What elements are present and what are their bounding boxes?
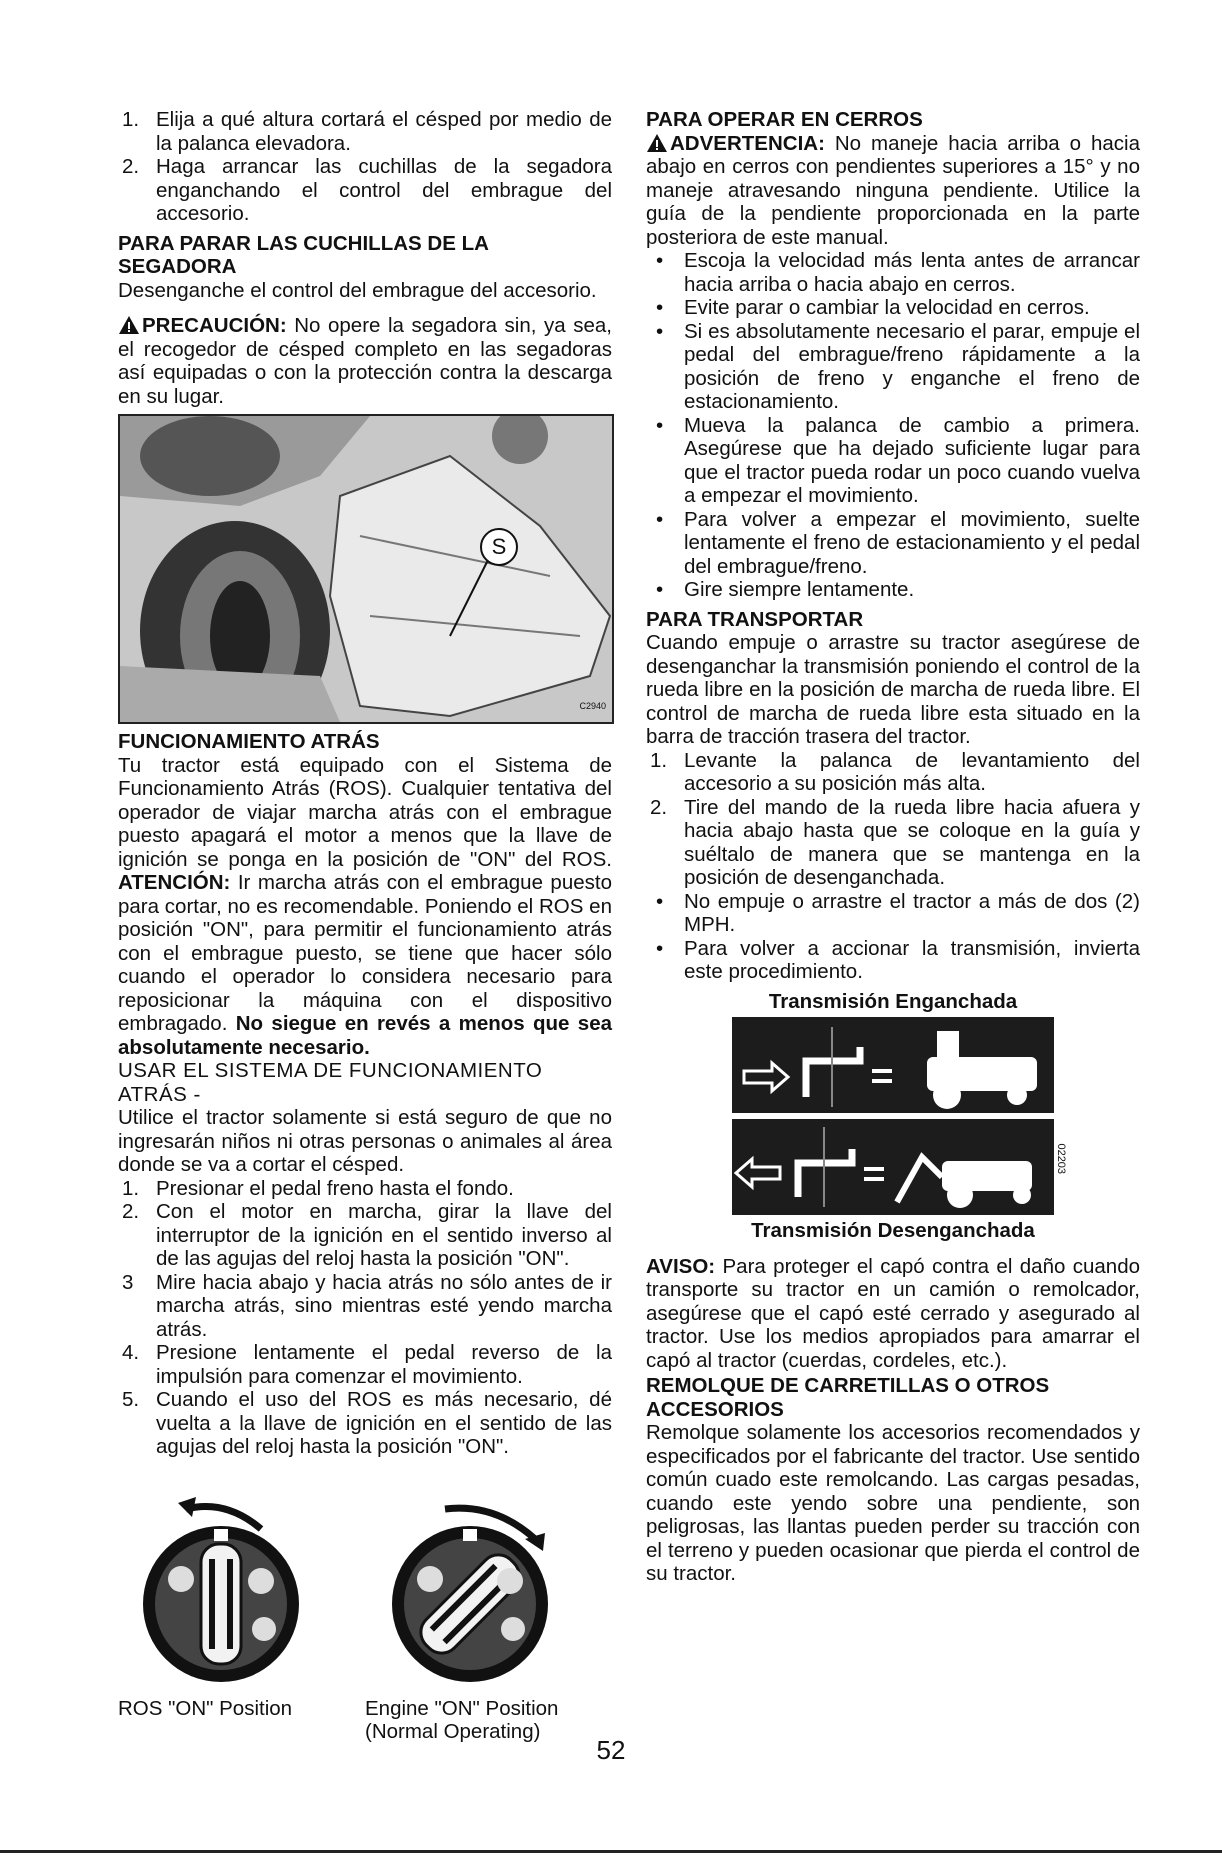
warning-triangle-icon bbox=[646, 133, 668, 153]
transmission-code: 02203 bbox=[1055, 1143, 1068, 1175]
transport-bullets bbox=[646, 890, 1140, 984]
right-column bbox=[646, 108, 1140, 1586]
ignition-figures bbox=[118, 1489, 612, 1744]
transmission-engaged-label: Transmisión Enganchada bbox=[768, 989, 1018, 1013]
transport-steps bbox=[646, 749, 1140, 890]
page-number: 52 bbox=[596, 1735, 626, 1765]
list-item: • Para volver a empezar el movimiento, suelte lentamente el freno de estacionamiento y el pedal del embrague/freno. bbox=[656, 507, 1140, 578]
caution-label: PRECAUCIÓN: bbox=[142, 314, 287, 337]
stop-blades-text: Desenganche el control del embrague del accesorio. bbox=[118, 278, 597, 302]
figure-code: C2940 bbox=[579, 700, 606, 711]
notice-label: AVISO: bbox=[646, 1254, 716, 1278]
list-item: 4. Presione lentamente el pedal reverso de la impulsión para comenzar el movimiento. bbox=[122, 1341, 612, 1388]
list-item: 3 Mire hacia abajo y hacia atrás no sólo antes de ir marcha atrás, sino mientras esté yendo marcha atrás. bbox=[122, 1270, 612, 1341]
list-item: • Para volver a accionar la transmisión, invierta este procedimiento. bbox=[656, 936, 1140, 983]
notice-paragraph: AVISO: Para proteger el capó contra el daño cuando transporte su tractor en un camión o remolcador, asegúrese que el capó esté cerrado y asegurado al tractor. Use los medios apropiados para amarrar el capó al tractor (cuerdas, cordeles, etc.). bbox=[646, 1254, 1140, 1372]
attention-bold: No siegue en revés a menos que sea absolutamente necesario. bbox=[118, 1012, 612, 1059]
ros-on-figure bbox=[118, 1489, 365, 1744]
tow-text: Remolque solamente los accesorios recomendados y especificados por el fabricante del tractor. Use sentido común cuado este remolcando. Las cargas pesadas, cuando este yendo sobre una pendiente, son peligrosas, las llantas pueden perder su tracción con el terreno y pueden ocasionar que pierda el control de su tractor. bbox=[646, 1421, 1140, 1585]
ignition-key-engine-icon bbox=[375, 1489, 585, 1689]
mower-discharge-figure bbox=[118, 414, 614, 724]
list-item: • Escoja la velocidad más lenta antes de arrancar hacia arriba o hacia abajo en cerros. bbox=[656, 249, 1140, 296]
transmission-disengaged-label: Transmisión Desenganchada bbox=[751, 1219, 1035, 1242]
transmission-figure bbox=[732, 1017, 1068, 1217]
engine-on-figure bbox=[365, 1489, 612, 1744]
use-ros-heading: USAR EL SISTEMA DE FUNCIONAMIENTO ATRÁS - bbox=[118, 1059, 543, 1106]
mower-discharge-illustration bbox=[120, 416, 612, 722]
warning-triangle-icon bbox=[118, 315, 140, 335]
engine-on-subcaption: (Normal Operating) bbox=[365, 1720, 541, 1743]
transport-text: Cuando empuje o arrastre su tractor asegúrese de desenganchar la transmisión poniendo el control de la rueda libre en la posición de marcha de rueda libre. El control de marcha de rueda libre esta situado en la barra de tracción trasera del tractor. bbox=[646, 631, 1140, 748]
reverse-text: Tu tractor está equipado con el Sistema de Funcionamiento Atrás (ROS). Cualquier tentativa del operador de viajar marcha atrás con el embrague puesto apagará el motor a menos que la llave de ignición se ponga en la posición de "ON" del ROS. ATENCIÓN: Ir marcha atrás con el embrague puesto para cortar, no es recomendable. Poniendo el ROS en posición "ON", para permitir el funcionamiento atrás con el embrague puesto, se tiene que hacer sólo cuando el operador lo considera necesario para reposicionar la máquina con el dispositivo embragado. No siegue en revés a menos que sea absolutamente necesario. bbox=[118, 753, 612, 1059]
list-item: 1. Elija a qué altura cortará el césped por medio de la palanca elevadora. bbox=[122, 108, 612, 155]
callout-s: S bbox=[480, 528, 518, 566]
caution-text: No opere la segadora sin, ya sea, el recogedor de césped completo en las segadoras así equipadas o con la protección contra la descarga en su lugar. bbox=[118, 314, 612, 408]
transport-heading: PARA TRANSPORTAR bbox=[646, 607, 864, 631]
list-item: • Evite parar o cambiar la velocidad en cerros. bbox=[656, 296, 1090, 319]
list-item: 2. Haga arrancar las cuchillas de la segadora enganchando el control del embrague del accesorio. bbox=[122, 155, 612, 225]
list-item: • Mueva la palanca de cambio a primera. Asegúrese que ha dejado suficiente lugar para que el tractor pueda rodar un poco cuando vuelva a empezar el movimiento. bbox=[656, 413, 1140, 507]
hills-bullets bbox=[646, 249, 1140, 602]
list-item: 1. Presionar el pedal freno hasta el fondo. bbox=[122, 1176, 514, 1200]
tow-heading: REMOLQUE DE CARRETILLAS O OTROS ACCESORIOS bbox=[646, 1374, 1050, 1421]
ignition-key-ros-icon bbox=[126, 1489, 336, 1689]
use-ros-text: Utilice el tractor solamente si está seguro de que no ingresarán niños ni otras personas o animales al área donde se va a cortar el césped. bbox=[118, 1106, 612, 1176]
caution-paragraph bbox=[118, 314, 612, 408]
stop-blades-heading: PARA PARAR LAS CUCHILLAS DE LA SEGADORA bbox=[118, 231, 489, 278]
warning-label: ADVERTENCIA: bbox=[670, 131, 825, 155]
transmission-diagram bbox=[732, 1017, 1054, 1217]
list-item: 2. Tire del mando de la rueda libre hacia afuera y hacia abajo hasta que se coloque en la guía y suéltalo de manera que se mantenga en la posición de desenganchada. bbox=[650, 795, 1140, 889]
left-column bbox=[118, 108, 612, 1744]
ros-on-caption: ROS "ON" Position bbox=[118, 1696, 293, 1720]
attention-label: ATENCIÓN: bbox=[118, 871, 231, 894]
list-item: • No empuje o arrastre el tractor a más de dos (2) MPH. bbox=[656, 889, 1140, 936]
hills-heading: PARA OPERAR EN CERROS bbox=[646, 108, 923, 131]
bottom-rule bbox=[0, 1850, 1222, 1853]
list-item: 5. Cuando el uso del ROS es más necesario, dé vuelta a la llave de ignición en el sentido de las agujas del reloj hasta la posición "ON". bbox=[122, 1388, 612, 1458]
hills-warning: ADVERTENCIA: No maneje hacia arriba o hacia abajo en cerros con pendientes superiores a 15° y no maneje atravesando ninguna pendiente. Utilice la guía de la pendiente proporcionada en la parte posteriora de este manual. bbox=[646, 131, 1140, 249]
ros-steps bbox=[118, 1177, 612, 1459]
list-item: 2. Con el motor en marcha, girar la llave del interruptor de la ignición en el sentido inverso al de las agujas del reloj hasta la posición "ON". bbox=[122, 1200, 612, 1270]
list-item: • Gire siempre lentamente. bbox=[656, 578, 915, 601]
list-item: 1. Levante la palanca de levantamiento del accesorio a su posición más alta. bbox=[650, 748, 1140, 795]
mowing-steps bbox=[118, 108, 612, 226]
engine-on-caption: Engine "ON" Position bbox=[365, 1696, 559, 1720]
reverse-heading: FUNCIONAMIENTO ATRÁS bbox=[118, 730, 380, 753]
list-item: • Si es absolutamente necesario el parar, empuje el pedal del embrague/freno rápidamente a la posición de freno y enganche el freno de estacionamiento. bbox=[656, 319, 1140, 413]
